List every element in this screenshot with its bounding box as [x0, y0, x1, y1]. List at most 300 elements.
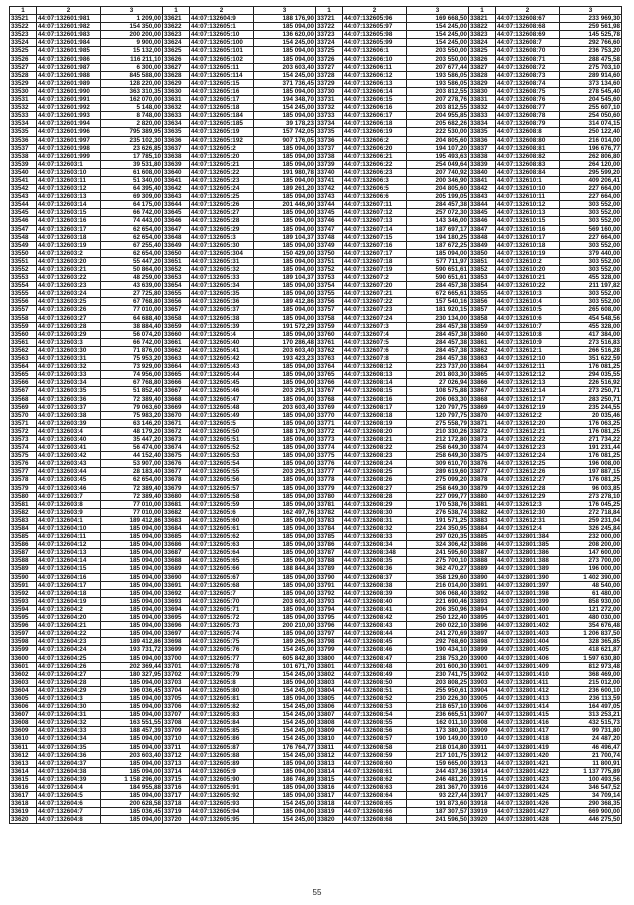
table-row [163, 63, 316, 71]
row-number-cell: 33633 [163, 112, 190, 120]
table-row [316, 525, 469, 533]
row-number-cell: 33572 [10, 427, 37, 435]
row-number-cell: 33661 [163, 338, 190, 346]
cadastral-number-cell: 44:07:132604:17 [37, 581, 101, 589]
row-number-cell: 33605 [10, 694, 37, 702]
value-cell: 216 014,00 [560, 136, 622, 144]
table-row [163, 274, 316, 282]
cadastral-number-cell: 44:07:132605:304 [190, 249, 254, 257]
cadastral-number-cell: 44:07:132612:1 [496, 346, 560, 354]
row-number-cell: 33601 [10, 662, 37, 670]
table-row [163, 581, 316, 589]
cadastral-number-cell: 44:07:132605:17 [190, 96, 254, 104]
value-cell: 154 245,00 [254, 735, 316, 743]
row-number-cell: 33697 [163, 630, 190, 638]
cadastral-number-cell: 44:07:132605:90 [190, 775, 254, 783]
table-row [469, 355, 622, 363]
value-cell: 66 742,00 [101, 338, 163, 346]
cadastral-number-cell: 44:07:132606:19 [343, 128, 407, 136]
cadastral-number-cell: 44:07:132608:37 [343, 573, 407, 581]
row-number-cell: 33846 [469, 217, 496, 225]
value-cell: 203 812,55 [407, 87, 469, 95]
cadastral-number-cell: 44:07:132605:67 [190, 573, 254, 581]
header-cell-value: 3 [407, 7, 469, 15]
cadastral-number-cell: 44:07:132606:17 [343, 112, 407, 120]
cadastral-number-cell: 44:07:132612:25 [496, 460, 560, 468]
table-row [469, 427, 622, 435]
value-cell: 185 094,00 [101, 533, 163, 541]
table-row [163, 751, 316, 759]
row-number-cell: 33785 [316, 533, 343, 541]
value-cell: 289 914,60 [560, 71, 622, 79]
cadastral-number-cell: 44:07:132603:15 [37, 209, 101, 217]
cadastral-number-cell: 44:07:132601:985 [37, 47, 101, 55]
cadastral-number-cell: 44:07:132605:68 [190, 581, 254, 589]
row-number-cell: 33912 [469, 751, 496, 759]
table-row [316, 241, 469, 249]
value-cell: 185 094,00 [254, 484, 316, 492]
value-cell: 186 746,89 [254, 775, 316, 783]
row-number-cell: 33813 [316, 759, 343, 767]
table-row [163, 241, 316, 249]
value-cell: 185 094,00 [101, 694, 163, 702]
value-cell: 273 250,71 [560, 387, 622, 395]
table-row [469, 711, 622, 719]
cadastral-number-cell: 44:07:132603:27 [37, 314, 101, 322]
row-number-cell: 33860 [469, 330, 496, 338]
table-row [10, 654, 163, 662]
row-number-cell: 33546 [10, 217, 37, 225]
cadastral-number-cell: 44:07:132605:85 [190, 727, 254, 735]
cadastral-number-cell: 44:07:132605:38 [190, 314, 254, 322]
page-number: 55 [312, 888, 322, 897]
value-cell: 275 099,20 [407, 476, 469, 484]
value-cell: 262 806,80 [560, 152, 622, 160]
cadastral-number-cell: 44:07:132605:18 [190, 104, 254, 112]
cadastral-number-cell: 44:07:132603:4 [37, 427, 101, 435]
table-row [469, 322, 622, 330]
row-number-cell: 33679 [163, 484, 190, 492]
cadastral-number-cell: 44:07:132603:14 [37, 201, 101, 209]
value-cell: 241 596,50 [407, 816, 469, 824]
table-row [10, 614, 163, 622]
table-row [316, 128, 469, 136]
value-cell: 185 094,00 [254, 549, 316, 557]
table-row [316, 460, 469, 468]
table-row [316, 355, 469, 363]
table-row [316, 346, 469, 354]
cadastral-number-cell: 44:07:132603:31 [37, 355, 101, 363]
table-row [10, 808, 163, 816]
value-cell: 185 094,00 [101, 614, 163, 622]
row-number-cell: 33688 [163, 557, 190, 565]
row-number-cell: 33720 [163, 816, 190, 824]
table-row [469, 784, 622, 792]
cadastral-number-cell: 44:07:132801:386 [496, 549, 560, 557]
value-cell: 169 668,50 [407, 15, 469, 23]
table-row [163, 39, 316, 47]
value-cell: 154 245,00 [407, 39, 469, 47]
row-number-cell: 33608 [10, 719, 37, 727]
row-number-cell: 33906 [469, 703, 496, 711]
cadastral-number-cell: 44:07:132605:37 [190, 306, 254, 314]
row-number-cell: 33883 [469, 516, 496, 524]
row-number-cell: 33827 [469, 63, 496, 71]
row-number-cell: 33528 [10, 71, 37, 79]
cadastral-number-cell: 44:07:132605:23 [190, 176, 254, 184]
value-cell: 201 446,90 [254, 201, 316, 209]
table-row [316, 403, 469, 411]
row-number-cell: 33828 [469, 71, 496, 79]
row-number-cell: 33775 [316, 452, 343, 460]
cadastral-number-cell: 44:07:132604:16 [37, 573, 101, 581]
cadastral-number-cell: 44:07:132603:42 [37, 452, 101, 460]
cadastral-number-cell: 44:07:132604:29 [37, 686, 101, 694]
table-row [10, 136, 163, 144]
table-row [469, 573, 622, 581]
row-number-cell: 33903 [469, 678, 496, 686]
value-cell: 373 134,60 [560, 79, 622, 87]
cadastral-number-cell: 44:07:132606:2 [343, 136, 407, 144]
cadastral-number-cell: 44:07:132610:20 [496, 266, 560, 274]
value-cell: 222 530,00 [407, 128, 469, 136]
table-row [316, 209, 469, 217]
row-number-cell: 33565 [10, 371, 37, 379]
table-row [10, 435, 163, 443]
table-row [163, 775, 316, 783]
table-row [469, 759, 622, 767]
row-number-cell: 33764 [316, 363, 343, 371]
row-number-cell: 33717 [163, 792, 190, 800]
row-number-cell: 33664 [163, 363, 190, 371]
table-row [469, 444, 622, 452]
table-row [10, 120, 163, 128]
value-cell: 187 307,57 [407, 808, 469, 816]
value-cell: 154 350,00 [101, 23, 163, 31]
cadastral-number-cell: 44:07:132610:22 [496, 282, 560, 290]
cadastral-number-cell: 44:07:132603:33 [37, 371, 101, 379]
cadastral-number-cell: 44:07:132608:74 [496, 79, 560, 87]
table-row [469, 743, 622, 751]
row-number-cell: 33657 [163, 306, 190, 314]
value-cell: 271 734,22 [560, 435, 622, 443]
table-row [469, 290, 622, 298]
table-row [316, 63, 469, 71]
table-row [469, 460, 622, 468]
table-row [163, 792, 316, 800]
registry-sheet [9, 6, 621, 886]
row-number-cell: 33797 [316, 630, 343, 638]
table-body [316, 15, 469, 824]
table-row [163, 573, 316, 581]
value-cell: 289 619,60 [407, 468, 469, 476]
cadastral-number-cell: 44:07:132608:68 [496, 23, 560, 31]
value-cell: 204 955,85 [407, 112, 469, 120]
table-row [469, 63, 622, 71]
row-number-cell: 33806 [316, 703, 343, 711]
row-number-cell: 33611 [10, 743, 37, 751]
row-number-cell: 33687 [163, 549, 190, 557]
row-number-cell: 33646 [163, 217, 190, 225]
value-cell: 259 231,04 [560, 516, 622, 524]
cadastral-number-cell: 44:07:132603:7 [37, 492, 101, 500]
value-cell: 281 367,70 [407, 784, 469, 792]
value-cell: 313 253,21 [560, 711, 622, 719]
table-row [469, 630, 622, 638]
table-row [163, 516, 316, 524]
value-cell: 203 603,40 [101, 751, 163, 759]
row-number-cell: 33740 [316, 168, 343, 176]
row-number-cell: 33755 [316, 290, 343, 298]
table-row [316, 646, 469, 654]
value-cell: 185 094,00 [254, 241, 316, 249]
value-cell: 258 649,30 [407, 452, 469, 460]
value-cell: 185 094,00 [254, 282, 316, 290]
value-cell: 1 137 775,89 [560, 767, 622, 775]
table-row [163, 152, 316, 160]
value-cell: 254 049,64 [407, 160, 469, 168]
table-row [469, 152, 622, 160]
cadastral-number-cell: 44:07:132605:63 [190, 541, 254, 549]
header-cell-code: 2 [343, 7, 407, 15]
row-number-cell: 33816 [316, 784, 343, 792]
table-row [469, 39, 622, 47]
cadastral-number-cell: 44:07:132603:29 [37, 330, 101, 338]
value-cell: 907 176,05 [254, 136, 316, 144]
row-number-cell: 33907 [469, 711, 496, 719]
table-row [10, 460, 163, 468]
row-number-cell: 33803 [316, 678, 343, 686]
table-row [163, 266, 316, 274]
row-number-cell: 33547 [10, 225, 37, 233]
table-row [316, 168, 469, 176]
cadastral-number-cell: 44:07:132604:39 [37, 775, 101, 783]
row-number-cell: 33579 [10, 484, 37, 492]
value-cell: 210 330,26 [407, 427, 469, 435]
cadastral-number-cell: 44:07:132801:389 [496, 565, 560, 573]
row-number-cell: 33674 [163, 444, 190, 452]
value-cell: 276 538,74 [407, 508, 469, 516]
value-cell: 157 540,16 [407, 298, 469, 306]
value-cell: 193 586,05 [407, 79, 469, 87]
value-cell: 1 402 390,00 [560, 573, 622, 581]
cadastral-number-cell: 44:07:132607:24 [343, 314, 407, 322]
table-row [10, 330, 163, 338]
table-row [469, 371, 622, 379]
value-cell: 218 014,80 [407, 743, 469, 751]
cadastral-number-cell: 44:07:132607:18 [343, 257, 407, 265]
cadastral-number-cell: 44:07:132608:43 [343, 622, 407, 630]
table-row [469, 751, 622, 759]
cadastral-number-cell: 44:07:132801:398 [496, 589, 560, 597]
value-cell: 191 980,78 [254, 168, 316, 176]
row-number-cell: 33750 [316, 249, 343, 257]
table-row [469, 719, 622, 727]
cadastral-number-cell: 44:07:132612:27 [496, 476, 560, 484]
table-row [316, 694, 469, 702]
row-number-cell: 33861 [469, 338, 496, 346]
row-number-cell: 33842 [469, 185, 496, 193]
cadastral-number-cell: 44:07:132608:54 [343, 711, 407, 719]
row-number-cell: 33715 [163, 775, 190, 783]
row-number-cell: 33529 [10, 79, 37, 87]
value-cell: 28 183,40 [101, 468, 163, 476]
cadastral-number-cell: 44:07:132610:18 [496, 241, 560, 249]
row-number-cell: 33911 [469, 743, 496, 751]
table-row [10, 363, 163, 371]
cadastral-number-cell: 44:07:132601:997 [37, 136, 101, 144]
row-number-cell: 33586 [10, 541, 37, 549]
row-number-cell: 33916 [469, 784, 496, 792]
table-column-3 [315, 6, 468, 824]
cadastral-number-cell: 44:07:132608:19 [343, 419, 407, 427]
table-row [316, 233, 469, 241]
value-cell: 181 920,15 [407, 306, 469, 314]
cadastral-number-cell: 44:07:132601:996 [37, 128, 101, 136]
table-row [316, 759, 469, 767]
value-cell: 185 094,00 [254, 306, 316, 314]
row-number-cell: 33649 [163, 241, 190, 249]
cadastral-number-cell: 44:07:132605:77 [190, 654, 254, 662]
row-number-cell: 33615 [10, 775, 37, 783]
row-number-cell: 33744 [316, 201, 343, 209]
row-number-cell: 33521 [10, 15, 37, 23]
table-row [469, 775, 622, 783]
value-cell: 288 475,58 [560, 55, 622, 63]
row-number-cell: 33609 [10, 727, 37, 735]
row-number-cell: 33592 [10, 589, 37, 597]
cadastral-number-cell: 44:07:132608:60 [343, 759, 407, 767]
row-number-cell: 33555 [10, 290, 37, 298]
cadastral-number-cell: 44:07:132605:20 [190, 152, 254, 160]
row-number-cell: 33865 [469, 371, 496, 379]
row-number-cell: 33635 [163, 128, 190, 136]
value-cell: 176 045,25 [560, 500, 622, 508]
row-number-cell: 33604 [10, 686, 37, 694]
row-number-cell: 33561 [10, 338, 37, 346]
cadastral-number-cell: 44:07:132612:2 [496, 411, 560, 419]
value-cell: 205 682,26 [407, 120, 469, 128]
row-number-cell: 33584 [10, 525, 37, 533]
data-table [468, 6, 622, 824]
row-number-cell: 33843 [469, 193, 496, 201]
cadastral-number-cell: 44:07:132607:8 [343, 355, 407, 363]
value-cell: 27 725,80 [101, 290, 163, 298]
cadastral-number-cell: 44:07:132601:999 [37, 152, 101, 160]
row-number-cell: 33856 [469, 298, 496, 306]
table-row [316, 775, 469, 783]
row-number-cell: 33537 [10, 144, 37, 152]
row-number-cell: 33765 [316, 371, 343, 379]
row-number-cell: 33576 [10, 460, 37, 468]
table-row [163, 605, 316, 613]
table-row [163, 209, 316, 217]
table-row [469, 96, 622, 104]
row-number-cell: 33700 [163, 654, 190, 662]
row-number-cell: 33752 [316, 266, 343, 274]
cadastral-number-cell: 44:07:132612:17 [496, 395, 560, 403]
table-row [10, 452, 163, 460]
table-row [469, 104, 622, 112]
value-cell: 77 010,00 [101, 508, 163, 516]
cadastral-number-cell: 44:07:132605:76 [190, 646, 254, 654]
cadastral-number-cell: 44:07:132801:425 [496, 792, 560, 800]
value-cell: 120 797,75 [407, 411, 469, 419]
cadastral-number-cell: 44:07:132801:414 [496, 703, 560, 711]
cadastral-number-cell: 44:07:132607:16 [343, 241, 407, 249]
cadastral-number-cell: 44:07:132608:50 [343, 678, 407, 686]
cadastral-number-cell: 44:07:132608:69 [496, 31, 560, 39]
cadastral-number-cell: 44:07:132607:5 [343, 338, 407, 346]
row-number-cell: 33868 [469, 395, 496, 403]
table-row [163, 298, 316, 306]
table-row [469, 654, 622, 662]
row-number-cell: 33899 [469, 646, 496, 654]
table-row [316, 686, 469, 694]
row-number-cell: 33639 [163, 160, 190, 168]
value-cell: 43 639,00 [101, 282, 163, 290]
cadastral-number-cell: 44:07:132601:984 [37, 39, 101, 47]
table-row [316, 808, 469, 816]
value-cell: 455 328,00 [560, 322, 622, 330]
value-cell: 154 245,00 [254, 670, 316, 678]
table-row [10, 581, 163, 589]
value-cell: 150 429,00 [254, 249, 316, 257]
row-number-cell: 33739 [316, 160, 343, 168]
table-row [469, 387, 622, 395]
value-cell: 180 327,95 [101, 670, 163, 678]
cadastral-number-cell: 44:07:132605:10 [190, 31, 254, 39]
table-row [469, 257, 622, 265]
value-cell: 185 094,00 [254, 225, 316, 233]
row-number-cell: 33821 [469, 15, 496, 23]
row-number-cell: 33675 [163, 452, 190, 460]
value-cell: 185 094,00 [407, 249, 469, 257]
value-cell: 63 146,20 [101, 419, 163, 427]
table-row [469, 533, 622, 541]
cadastral-number-cell: 44:07:132605:54 [190, 460, 254, 468]
row-number-cell: 33542 [10, 185, 37, 193]
row-number-cell: 33757 [316, 306, 343, 314]
row-number-cell: 33581 [10, 500, 37, 508]
value-cell: 672 665,61 [407, 290, 469, 298]
value-cell: 278 545,40 [560, 87, 622, 95]
table-row [163, 185, 316, 193]
cadastral-number-cell: 44:07:132801:419 [496, 743, 560, 751]
cadastral-number-cell: 44:07:132608:52 [343, 694, 407, 702]
cadastral-number-cell: 44:07:132608:40 [343, 597, 407, 605]
value-cell: 283 250,71 [560, 395, 622, 403]
value-cell: 185 094,00 [254, 152, 316, 160]
cadastral-number-cell: 44:07:132604:8 [37, 816, 101, 824]
row-number-cell: 33901 [469, 662, 496, 670]
row-number-cell: 33671 [163, 419, 190, 427]
table-row [10, 800, 163, 808]
value-cell: 56 474,00 [101, 444, 163, 452]
table-row [10, 500, 163, 508]
row-number-cell: 33787 [316, 549, 343, 557]
table-row [163, 355, 316, 363]
row-number-cell: 33808 [316, 719, 343, 727]
value-cell: 303 552,00 [560, 290, 622, 298]
value-cell: 196 676,77 [560, 144, 622, 152]
row-number-cell: 33847 [469, 225, 496, 233]
value-cell: 185 094,00 [254, 678, 316, 686]
value-cell: 314 074,15 [560, 120, 622, 128]
cadastral-number-cell: 44:07:132603:2 [37, 249, 101, 257]
row-number-cell: 33602 [10, 670, 37, 678]
row-number-cell: 33914 [469, 767, 496, 775]
